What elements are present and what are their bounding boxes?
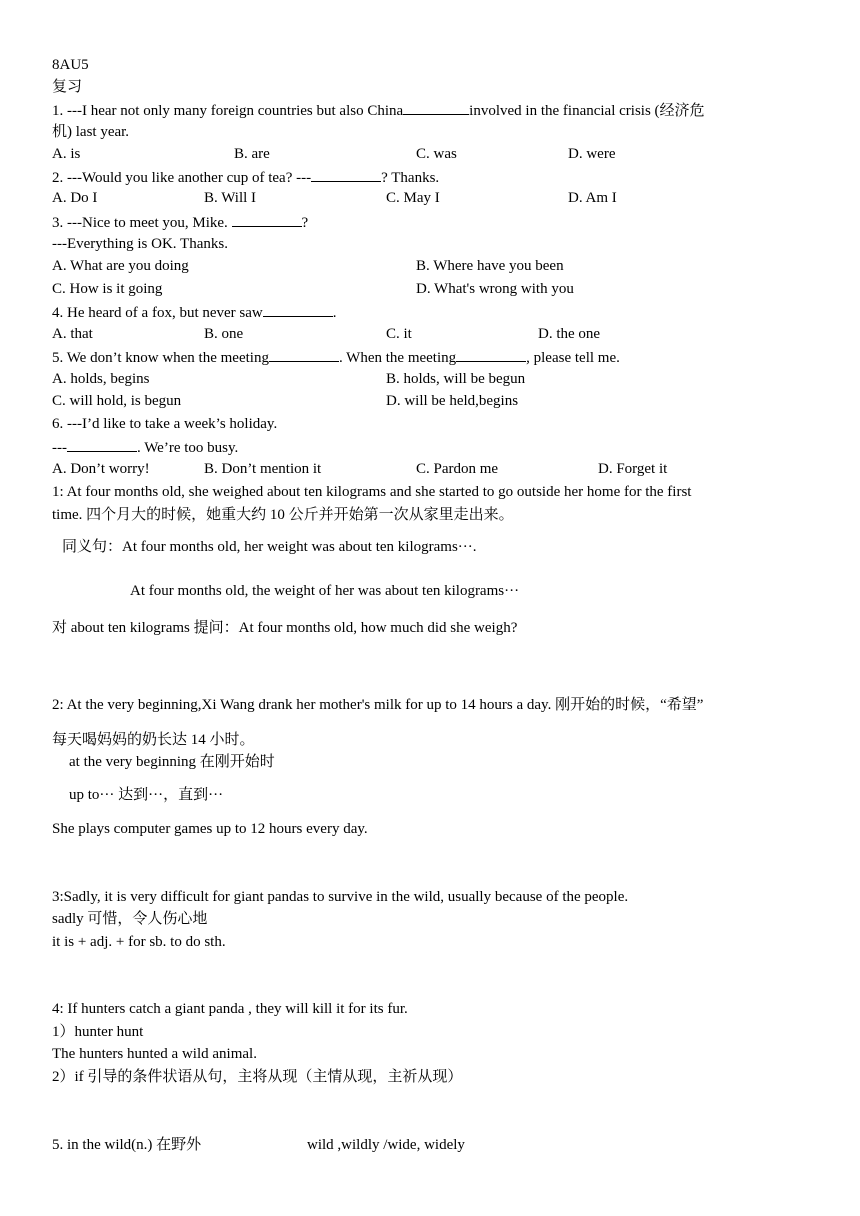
option-c: C. will hold, is begun bbox=[52, 393, 182, 409]
option-b: B. Will I bbox=[204, 190, 257, 206]
answer-blank bbox=[232, 212, 302, 227]
option-c: C. May I bbox=[386, 190, 440, 206]
note-3-sentence: 3:Sadly, it is very difficult for giant pandas to survive in the wild, usually because of the people. bbox=[52, 889, 629, 905]
note-4-point-2: 2）if 引导的条件状语从句，主将从现（主情从现，主祈从现） bbox=[52, 1069, 463, 1085]
question-4-stem: 4. He heard of a fox, but never saw . bbox=[52, 302, 337, 322]
answer-blank bbox=[269, 347, 339, 362]
option-d: D. Am I bbox=[568, 190, 617, 206]
answer-blank bbox=[67, 437, 137, 452]
option-d: D. Forget it bbox=[598, 461, 668, 477]
option-b: B. Where have you been bbox=[416, 258, 564, 274]
note-4-point-1: 1）hunter hunt bbox=[52, 1024, 144, 1040]
answer-blank bbox=[311, 167, 381, 182]
answer-blank bbox=[403, 100, 469, 115]
option-c: C. How is it going bbox=[52, 281, 163, 297]
option-c: C. was bbox=[416, 146, 457, 162]
note-2-translation: 每天喝妈妈的奶长达 14 小时。 bbox=[52, 732, 255, 748]
answer-blank bbox=[263, 302, 333, 317]
question-2-stem: 2. ---Would you like another cup of tea? --- ? Thanks. bbox=[52, 167, 439, 187]
question-1-stem-cont: 机) last year. bbox=[52, 124, 130, 140]
note-1-synonym-1: 同义句：At four months old, her weight was about ten kilograms···. bbox=[62, 539, 477, 555]
option-b: B. one bbox=[204, 326, 244, 342]
note-1-synonym-2: At four months old, the weight of her was about ten kilograms··· bbox=[130, 583, 520, 599]
note-2-example: She plays computer games up to 12 hours every day. bbox=[52, 821, 368, 837]
note-5-phrase: 5. in the wild(n.) 在野外 bbox=[52, 1137, 202, 1153]
option-d: D. the one bbox=[538, 326, 601, 342]
option-b: B. Don’t mention it bbox=[204, 461, 322, 477]
option-d: D. What's wrong with you bbox=[416, 281, 574, 297]
option-a: A. that bbox=[52, 326, 93, 342]
question-3-reply: ---Everything is OK. Thanks. bbox=[52, 236, 228, 252]
option-a: A. Don’t worry! bbox=[52, 461, 150, 477]
option-c: C. Pardon me bbox=[416, 461, 499, 477]
option-d: D. were bbox=[568, 146, 616, 162]
note-4-example: The hunters hunted a wild animal. bbox=[52, 1046, 257, 1062]
option-d: D. will be held,begins bbox=[386, 393, 519, 409]
note-1-translation: time. 四个月大的时候，她重大约 10 公斤并开始第一次从家里走出来。 bbox=[52, 507, 514, 523]
option-a: A. is bbox=[52, 146, 81, 162]
option-a: A. What are you doing bbox=[52, 258, 189, 274]
option-c: C. it bbox=[386, 326, 412, 342]
doc-code: 8AU5 bbox=[52, 57, 89, 73]
note-1-question: 对 about ten kilograms 提问：At four months old, how much did she weigh? bbox=[52, 620, 518, 636]
question-3-stem: 3. ---Nice to meet you, Mike. ? bbox=[52, 212, 308, 232]
note-2-phrase-1: at the very beginning 在刚开始时 bbox=[69, 754, 275, 770]
question-6-reply: --- . We’re too busy. bbox=[52, 437, 238, 457]
option-b: B. holds, will be begun bbox=[386, 371, 526, 387]
note-2-sentence: 2: At the very beginning,Xi Wang drank her mother's milk for up to 14 hours a day. 刚开始的时候，“希望” bbox=[52, 697, 704, 713]
question-5-stem: 5. We don’t know when the meeting . When the meeting , please tell me. bbox=[52, 347, 620, 367]
question-1-stem: 1. ---I hear not only many foreign countries but also China involved in the financial crisis (经济危 bbox=[52, 100, 705, 120]
answer-blank bbox=[456, 347, 526, 362]
option-a: A. Do I bbox=[52, 190, 98, 206]
option-a: A. holds, begins bbox=[52, 371, 150, 387]
note-2-phrase-2: up to··· 达到···，直到··· bbox=[69, 787, 224, 803]
note-4-sentence: 4: If hunters catch a giant panda , they will kill it for its fur. bbox=[52, 1001, 408, 1017]
note-3-phrase-1: sadly 可惜，令人伤心地 bbox=[52, 911, 208, 927]
note-5-words: wild ,wildly /wide, widely bbox=[307, 1137, 465, 1153]
question-6-stem: 6. ---I’d like to take a week’s holiday. bbox=[52, 416, 278, 432]
option-b: B. are bbox=[234, 146, 270, 162]
doc-subtitle: 复习 bbox=[52, 79, 83, 95]
note-3-phrase-2: it is + adj. + for sb. to do sth. bbox=[52, 934, 226, 950]
note-1-sentence: 1: At four months old, she weighed about ten kilograms and she started to go outside her home for the first bbox=[52, 484, 692, 500]
